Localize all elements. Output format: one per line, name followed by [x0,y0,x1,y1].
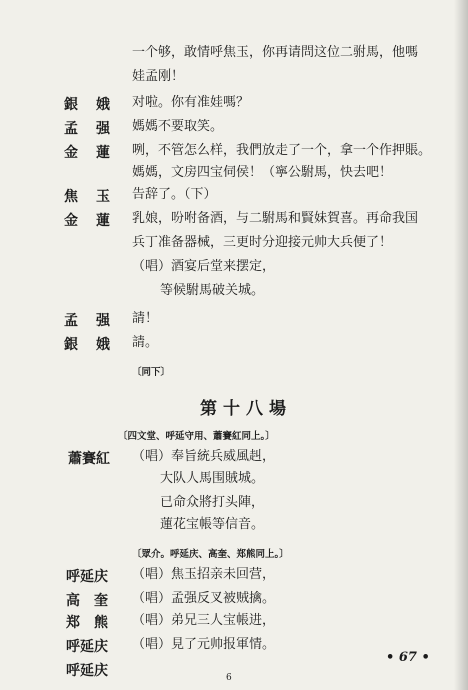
text-line: 大队人馬围賊城。 [160,471,265,486]
text-line: 媽媽，文房四宝伺侯！（寧公駙馬，快去吧！ [132,165,393,180]
stage-direction: 〔四文堂、呼延守用、蕭賽紅同上。〕 [118,431,275,442]
text-line: 請。 [132,335,159,350]
speaker-name: 蕭賽紅 [68,451,110,467]
text-line: 对啦。你有准娃嗎？ [132,95,250,110]
stage-direction: 〔眾介。呼延庆、高奎、郑熊同上。〕 [132,549,289,560]
text-line: 娃孟刚！ [132,69,185,84]
text-line: 媽媽不要取笑。 [132,119,224,134]
text-line: （唱）酒宴后堂来摆定， [132,259,276,274]
speaker-name: 高 奎 [66,593,108,609]
footer-mark: 6 [226,673,232,683]
page-edge-shadow [454,0,468,690]
speaker-name: 銀 娥 [64,337,112,353]
text-line: （唱）見了元帅报軍情。 [132,637,276,652]
text-line: （唱）弟兄三人宝帳进， [132,613,276,628]
speaker-name: 銀 娥 [64,97,112,113]
speaker-name: 孟 强 [64,313,112,329]
speaker-name: 郑 熊 [66,615,108,631]
speaker-name: 呼延庆 [66,639,108,655]
text-line: 等候駙馬破关城。 [160,283,265,298]
text-line: 兵丁准备器械，三更时分迎接元帅大兵便了！ [132,235,393,250]
text-line: （唱）焦玉招亲未回营， [132,567,276,582]
text-line: 請！ [132,311,159,326]
speaker-name: 金 蓮 [64,145,112,161]
text-line: 蓮花宝帳等信音。 [160,517,265,532]
stage-direction: 〔同下〕 [132,367,171,378]
text-line: （唱）孟强反叉被贼擒。 [132,591,276,606]
page-number: • 67 • [386,650,430,665]
text-line: （唱）奉旨統兵威風赳， [132,449,276,464]
speaker-name: 孟 强 [64,121,112,137]
speaker-name: 焦 玉 [64,189,112,205]
text-line: 告辞了。（下） [132,187,217,202]
text-line: 乳娘，吩咐备酒，与二駙馬和賢妹賀喜。再命我国 [132,211,419,226]
text-line: 一个够，敢情呼焦玉，你再请問这位二驸馬，他嗎 [132,45,419,60]
speaker-name: 金 蓮 [64,213,112,229]
scene-heading: 第十八場 [200,399,292,419]
text-line: 咧，不管怎么样，我們放走了一个，拿一个作押賬。 [132,143,432,158]
speaker-name: 呼延庆 [66,663,108,679]
text-line: 已命众將打头陣， [160,495,265,510]
speaker-name: 呼延庆 [66,569,108,585]
